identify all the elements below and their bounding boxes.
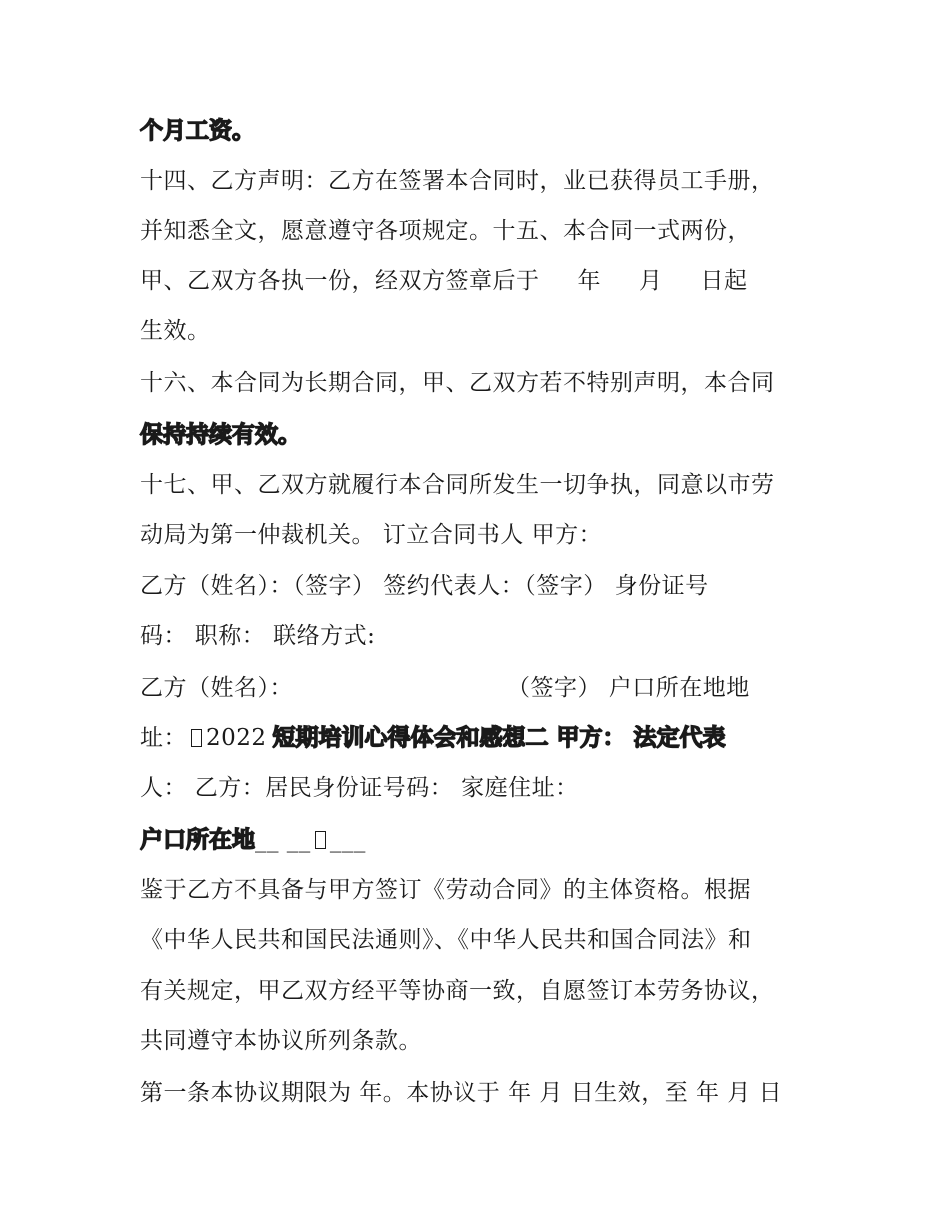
day-label: 日起: [700, 268, 748, 294]
line-text: 动局为第一仲裁机关。 订立合同书人 甲方：: [140, 522, 603, 548]
missing-glyph-icon: [191, 729, 202, 747]
blank-underline: __ __: [255, 827, 311, 853]
line-text: 十七、甲、乙双方就履行本合同所发生一切争执，同意以市劳: [140, 472, 775, 498]
text-line: [140, 976, 820, 1006]
line-text: 有关规定，甲乙双方经平等协商一致，自愿签订本劳务协议，: [140, 978, 775, 1004]
line-text: 个月工资。: [140, 118, 255, 144]
line-text: 甲、乙双方各执一份，经双方签章后于: [140, 268, 540, 294]
text-line: [140, 316, 820, 346]
line-text: 生效。: [140, 318, 211, 344]
year-label: 年: [577, 268, 601, 294]
line-text: 十六、本合同为长期合同，甲、乙双方若不特别声明，本合同: [140, 370, 775, 396]
line-text: 址：: [140, 725, 187, 751]
year-number: 2022: [206, 725, 267, 751]
text-line: [140, 116, 820, 146]
text-line: [140, 266, 820, 296]
line-text: （签字） 户口所在地地: [507, 675, 750, 701]
text-line: [140, 368, 820, 398]
month-label: 月: [639, 268, 663, 294]
line-text: 《中华人民共和国民法通则》、《中华人民共和国合同法》和: [140, 927, 752, 953]
line-text: 乙方（姓名）：（签字） 签约代表人：（签字） 身份证号: [140, 573, 709, 599]
line-text: 共同遵守本协议所列条款。: [140, 1028, 422, 1054]
text-line: [140, 1078, 820, 1108]
text-line: [140, 520, 820, 550]
text-line: [140, 166, 820, 196]
line-text: 并知悉全文，愿意遵守各项规定。十五、本合同一式两份，: [140, 218, 751, 244]
line-text: 第一条本协议期限为 年。本协议于 年 月 日生效，至 年 月 日: [140, 1080, 783, 1106]
text-line: [140, 621, 820, 651]
line-text: 乙方（姓名）：: [140, 675, 293, 701]
line-text: 短期培训心得体会和感想二 甲方： 法定代表: [272, 725, 726, 751]
line-text: 十四、乙方声明：乙方在签署本合同时，业已获得员工手册，: [140, 168, 775, 194]
text-line: [140, 773, 820, 803]
text-line: [140, 825, 820, 855]
text-line: [140, 216, 820, 246]
text-line: [140, 1026, 820, 1056]
missing-glyph-icon: [315, 831, 326, 849]
text-line: [140, 875, 820, 905]
line-text: 码： 职称： 联络方式:: [140, 623, 376, 649]
text-line: [140, 723, 820, 753]
text-line: [140, 420, 820, 450]
text-line: [140, 571, 820, 601]
line-text: 户口所在地: [140, 827, 255, 853]
text-line: [140, 925, 820, 955]
line-text: 保持持续有效。: [140, 422, 301, 448]
line-text: 人： 乙方：居民身份证号码： 家庭住址：: [140, 775, 579, 801]
line-text: 鉴于乙方不具备与甲方签订《劳动合同》的主体资格。根据: [140, 877, 751, 903]
text-line: [140, 673, 820, 703]
blank-underline: ___: [329, 827, 366, 853]
text-line: [140, 470, 820, 500]
